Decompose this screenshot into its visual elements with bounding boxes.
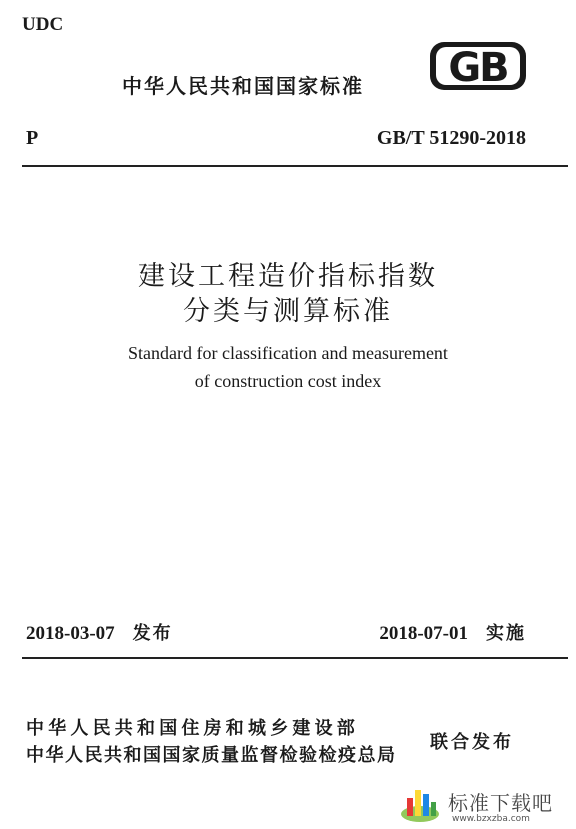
standard-code: GB/T 51290-2018 bbox=[376, 127, 526, 149]
classification-letter: P bbox=[26, 127, 39, 149]
publisher-line1: 中华人民共和国住房和城乡建设部 bbox=[26, 718, 359, 739]
publisher-line2: 中华人民共和国国家质量监督检验检疫总局 bbox=[26, 745, 397, 766]
gb-logo-text: GB bbox=[448, 45, 508, 91]
udc-label: UDC bbox=[22, 14, 64, 35]
issue-date: 2018-03-07 bbox=[26, 623, 115, 644]
watermark-url[interactable]: www.bzxzba.com bbox=[452, 814, 530, 824]
effective-date: 2018-07-01 bbox=[379, 623, 468, 644]
issue-label: 发布 bbox=[132, 623, 173, 644]
joint-publish-label: 联合发布 bbox=[430, 732, 514, 753]
title-en-line1: Standard for classification and measurement bbox=[128, 343, 448, 363]
title-zh-line2: 分类与测算标准 bbox=[183, 296, 393, 327]
effective-label: 实施 bbox=[486, 623, 526, 644]
standard-type: 中华人民共和国国家标准 bbox=[122, 74, 364, 98]
watermark-logo-icon bbox=[398, 782, 442, 824]
title-zh-line1: 建设工程造价指标指数 bbox=[138, 261, 438, 292]
issue-date-block bbox=[26, 619, 173, 645]
gb-logo-icon bbox=[428, 40, 528, 92]
effective-date-block bbox=[379, 619, 526, 645]
watermark-text: 标准下载吧 bbox=[448, 791, 553, 815]
top-divider bbox=[22, 165, 568, 167]
title-en-line2: of construction cost index bbox=[194, 371, 382, 391]
bottom-divider bbox=[22, 657, 568, 659]
